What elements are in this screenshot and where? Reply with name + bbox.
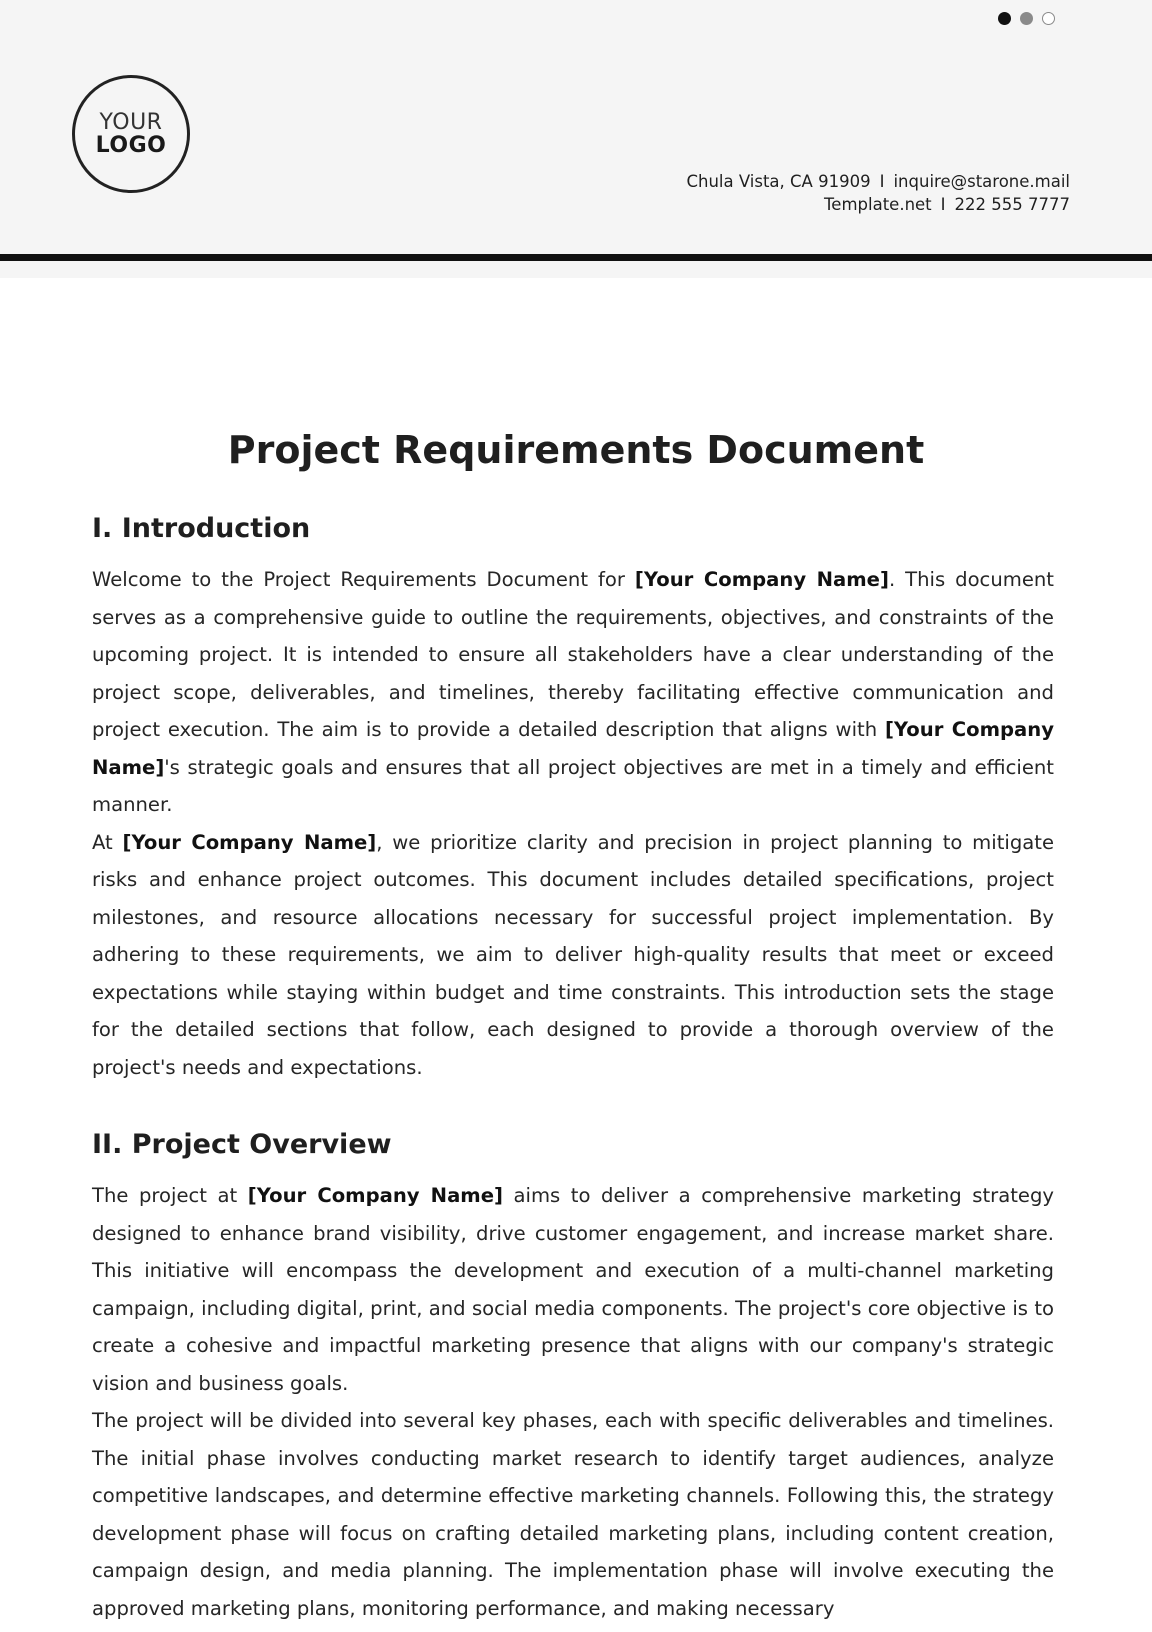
- paragraph: At [Your Company Name], we prioritize clarity and precision in project planning to mitigate risks and enhance project outcomes. This document includes detailed specifications, project milestones, and resource allocations necessary for successful project implementation. By adhering to these requirements, we aim to deliver high-quality results that meet or exceed expectations while staying within budget and time constraints. This introduction sets the stage for the detailed sections that follow, each designed to provide a thorough overview of the project's needs and expectations.: [92, 830, 1054, 1079]
- logo-text-bottom: LOGO: [95, 133, 167, 158]
- page-dot-icon: [1042, 12, 1055, 25]
- page-dot-icon: [1020, 12, 1033, 25]
- paragraph: Welcome to the Project Requirements Document for [Your Company Name]. This document serves as a comprehensive guide to outline the requirements, objectives, and constraints of the upcoming project. It is intended to ensure all stakeholders have a clear understanding of the project scope, deliverables, and timelines, thereby facilitating effective communication and project execution. The aim is to provide a detailed description that aligns with [Your Company Name]'s strategic goals and ensures that all project objectives are met in a timely and efficient manner.: [92, 568, 1054, 816]
- section-project-overview: [92, 1126, 1054, 1627]
- section-heading: I. Introduction: [92, 513, 311, 544]
- company-logo: [72, 75, 190, 193]
- company-name-placeholder: [Your Company Name]: [92, 718, 1054, 779]
- company-name-placeholder: [Your Company Name]: [247, 1184, 503, 1207]
- company-name-placeholder: [Your Company Name]: [122, 830, 377, 854]
- phone: 222 555 7777: [954, 195, 1070, 214]
- contact-line-2: [686, 193, 1070, 216]
- paragraph: The project will be divided into several key phases, each with specific deliverables and timelines. The initial phase involves conducting market research to identify target audiences, analyze competitive landscapes, and determine effective marketing channels. Following this, the strategy development phase will focus on crafting detailed marketing plans, including content creation, campaign design, and media planning. The implementation phase will involve executing the approved marketing plans, monitoring performance, and making necessary: [92, 1409, 1054, 1620]
- contact-line-1: [686, 170, 1070, 193]
- letterhead: [0, 0, 1152, 278]
- section-introduction: [92, 510, 1054, 1086]
- contact-separator: I: [879, 172, 885, 191]
- section-heading: II. Project Overview: [92, 1129, 392, 1160]
- page-dot-icon: [998, 12, 1011, 25]
- paragraph: The project at [Your Company Name] aims to deliver a comprehensive marketing strategy designed to enhance brand visibility, drive customer engagement, and increase market share. This initiative will encompass the development and execution of a multi-channel marketing campaign, including digital, print, and social media components. The project's core objective is to create a cohesive and impactful marketing presence that aligns with our company's strategic vision and business goals.: [92, 1184, 1054, 1395]
- email: inquire@starone.mail: [893, 172, 1070, 191]
- address: Chula Vista, CA 91909: [686, 172, 871, 191]
- logo-text-top: YOUR: [99, 109, 163, 135]
- page-indicator: [998, 12, 1055, 25]
- contact-info: [686, 170, 1070, 216]
- contact-separator: I: [940, 195, 946, 214]
- document-title: Project Requirements Document: [227, 428, 925, 472]
- header-divider: [0, 254, 1152, 261]
- website: Template.net: [824, 195, 932, 214]
- company-name-placeholder: [Your Company Name]: [634, 568, 889, 591]
